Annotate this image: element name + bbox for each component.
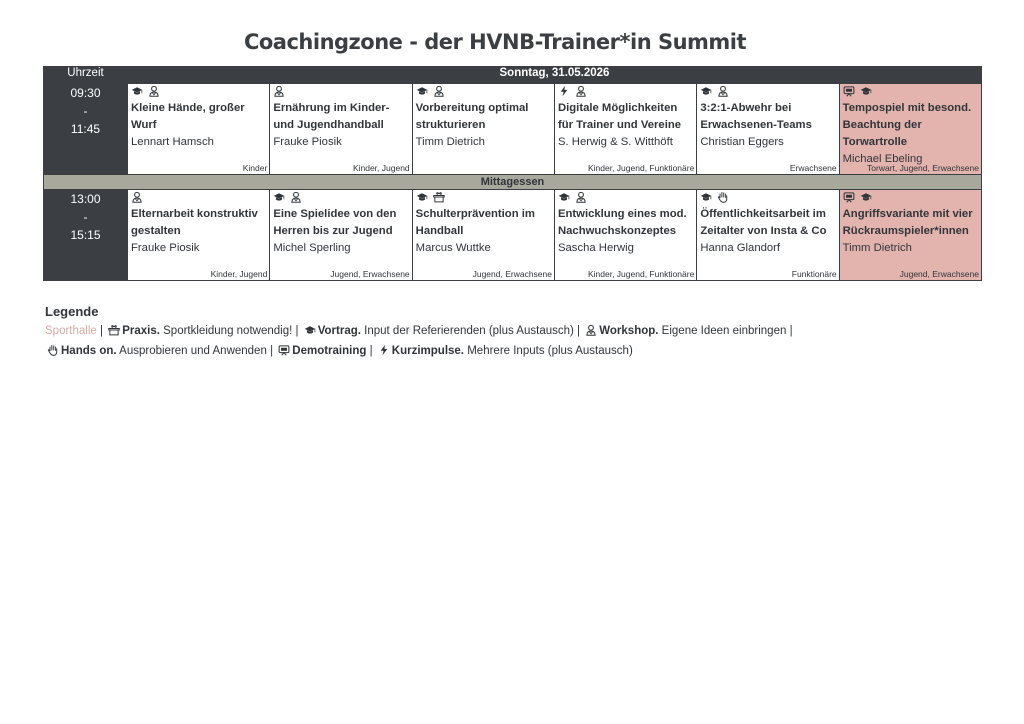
session-target-group: Kinder: [242, 163, 268, 173]
legend-heading: Legende: [45, 304, 99, 319]
session-title: Kleine Hände, großer Wurf: [131, 102, 245, 131]
session-speaker: Michael Ebeling: [842, 153, 923, 165]
session-speaker: Lennart Hamsch: [131, 136, 214, 148]
kurzimpulse-icon: [376, 345, 392, 357]
workshop-icon: [131, 190, 143, 208]
session-title: Tempospiel mit besond. Beachtung der Torwartrolle: [842, 102, 972, 148]
vortrag-icon: [416, 190, 428, 208]
session-cell[interactable]: [412, 84, 554, 175]
lunch-label: Mittagessen: [44, 175, 982, 190]
praxis-icon: [106, 325, 122, 337]
session-target-group: Jugend, Erwachsene: [472, 269, 552, 279]
time-slot-1: [44, 84, 128, 175]
legend-demotraining-label: Demotraining: [292, 345, 367, 357]
schedule-table: [43, 66, 982, 281]
session-icons: [555, 84, 696, 100]
legend-praxis-label: Praxis.: [122, 325, 160, 337]
session-speaker: Hanna Glandorf: [700, 242, 781, 254]
session-speaker: Timm Dietrich: [415, 136, 485, 148]
workshop-icon: [148, 84, 160, 102]
session-cell[interactable]: [128, 84, 270, 175]
session-cell[interactable]: [270, 84, 412, 175]
session-title: 3:2:1-Abwehr bei Erwachsenen-Teams: [700, 102, 812, 131]
workshop-icon: [575, 190, 587, 208]
session-title: Entwicklung eines mod. Nachwuchskonzeptes: [557, 208, 687, 237]
slot-row-2: [44, 190, 982, 281]
session-icons: [840, 190, 981, 206]
kurzimpulse-icon: [558, 84, 570, 102]
vortrag-icon: [131, 84, 143, 102]
session-target-group: Kinder, Jugend, Funktionäre: [587, 269, 695, 279]
vortrag-icon: [558, 190, 570, 208]
vortrag-icon: [700, 190, 712, 208]
session-speaker: Frauke Piosik: [273, 136, 342, 148]
lunch-row: [44, 175, 982, 190]
legend-separator: |: [295, 325, 299, 337]
session-cell[interactable]: [554, 84, 696, 175]
vortrag-icon: [302, 325, 318, 337]
session-title: Eine Spielidee von den Herren bis zur Jugend: [273, 208, 397, 237]
legend-separator: |: [789, 325, 793, 337]
demotraining-icon: [843, 84, 855, 102]
session-icons: [413, 84, 554, 100]
workshop-icon: [717, 84, 729, 102]
legend-line-2: [45, 341, 945, 361]
legend-separator: |: [369, 345, 373, 357]
vortrag-icon: [860, 190, 872, 208]
session-title: Angriffsvariante mit vier Rückraumspieler*innen: [842, 208, 973, 237]
vortrag-icon: [860, 84, 872, 102]
header-row: [44, 67, 982, 84]
session-title: Digitale Möglichkeiten für Trainer und Vereine: [557, 102, 682, 131]
legend-separator: |: [577, 325, 581, 337]
vortrag-icon: [273, 190, 285, 208]
praxis-icon: [433, 190, 445, 208]
legend-workshop-desc: Eigene Ideen einbringen: [661, 325, 787, 337]
legend-kurzimpulse-label: Kurzimpulse.: [391, 345, 465, 357]
session-title: Elternarbeit konstruktiv gestalten: [131, 208, 258, 237]
session-target-group: Erwachsene: [789, 163, 837, 173]
session-speaker: S. Herwig & S. Witthöft: [557, 136, 673, 148]
hands-on-icon: [45, 345, 61, 357]
legend-separator: |: [270, 345, 274, 357]
slot-end: 15:15: [70, 228, 101, 242]
session-target-group: Kinder, Jugend: [210, 269, 268, 279]
session-target-group: Jugend, Erwachsene: [899, 269, 979, 279]
session-target-group: Funktionäre: [791, 269, 837, 279]
workshop-icon: [290, 190, 302, 208]
legend-praxis-desc: Sportkleidung notwendig!: [163, 325, 293, 337]
session-cell[interactable]: [270, 190, 412, 281]
legend-kurzimpulse-desc: Mehrere Inputs (plus Austausch): [467, 345, 633, 357]
time-column-header: Uhrzeit: [44, 67, 128, 84]
session-cell[interactable]: [697, 84, 839, 175]
session-icons: [128, 190, 269, 206]
legend-vortrag-label: Vortrag.: [317, 325, 361, 337]
legend-workshop-label: Workshop.: [599, 325, 659, 337]
session-cell[interactable]: [839, 84, 981, 175]
session-target-group: Kinder, Jugend, Funktionäre: [587, 163, 695, 173]
session-icons: [697, 84, 838, 100]
legend-sporthalle: Sporthalle: [45, 325, 97, 337]
session-target-group: Jugend, Erwachsene: [330, 269, 410, 279]
session-icons: [270, 84, 411, 100]
session-title: Vorbereitung optimal strukturieren: [415, 102, 529, 131]
session-title: Schulterprävention im Handball: [415, 208, 535, 237]
slot-separator: -: [83, 210, 88, 224]
session-title: Öffentlichkeitsarbeit im Zeitalter von Insta & Co: [700, 208, 827, 237]
session-icons: [697, 190, 838, 206]
demotraining-icon: [276, 345, 292, 357]
slot-start: 13:00: [70, 192, 101, 206]
session-target-group: Kinder, Jugend: [352, 163, 410, 173]
session-target-group: Torwart, Jugend, Erwachsene: [867, 163, 979, 173]
demotraining-icon: [843, 190, 855, 208]
hands-on-icon: [717, 190, 729, 208]
workshop-icon: [583, 325, 599, 337]
legend-line-1: [45, 321, 945, 341]
session-speaker: Christian Eggers: [700, 136, 784, 148]
legend-separator: |: [100, 325, 103, 337]
vortrag-icon: [700, 84, 712, 102]
session-speaker: Timm Dietrich: [842, 242, 912, 254]
session-cell[interactable]: [839, 190, 981, 281]
legend: [45, 303, 945, 361]
workshop-icon: [433, 84, 445, 102]
session-cell[interactable]: [128, 190, 270, 281]
legend-handson-label: Hands on.: [61, 345, 117, 357]
legend-handson-desc: Ausprobieren und Anwenden: [119, 345, 267, 357]
session-title: Ernährung im Kinder- und Jugendhandball: [273, 102, 390, 131]
session-speaker: Marcus Wuttke: [415, 242, 491, 254]
slot-row-1: [44, 84, 982, 175]
vortrag-icon: [416, 84, 428, 102]
session-cell[interactable]: [554, 190, 696, 281]
session-cell[interactable]: [412, 190, 554, 281]
time-slot-2: [44, 190, 128, 281]
session-speaker: Frauke Piosik: [131, 242, 200, 254]
slot-start: 09:30: [70, 86, 101, 100]
workshop-icon: [273, 84, 285, 102]
session-icons: [555, 190, 696, 206]
session-icons: [270, 190, 411, 206]
session-icons: [840, 84, 981, 100]
session-speaker: Michel Sperling: [273, 242, 351, 254]
session-speaker: Sascha Herwig: [557, 242, 634, 254]
workshop-icon: [575, 84, 587, 102]
slot-end: 11:45: [70, 122, 101, 136]
slot-separator: -: [83, 104, 88, 118]
session-icons: [128, 84, 269, 100]
page-title: Coachingzone - der HVNB-Trainer*in Summit: [243, 30, 747, 54]
session-cell[interactable]: [697, 190, 839, 281]
session-icons: [413, 190, 554, 206]
legend-vortrag-desc: Input der Referierenden (plus Austausch): [364, 325, 574, 337]
day-header: Sonntag, 31.05.2026: [128, 67, 982, 84]
